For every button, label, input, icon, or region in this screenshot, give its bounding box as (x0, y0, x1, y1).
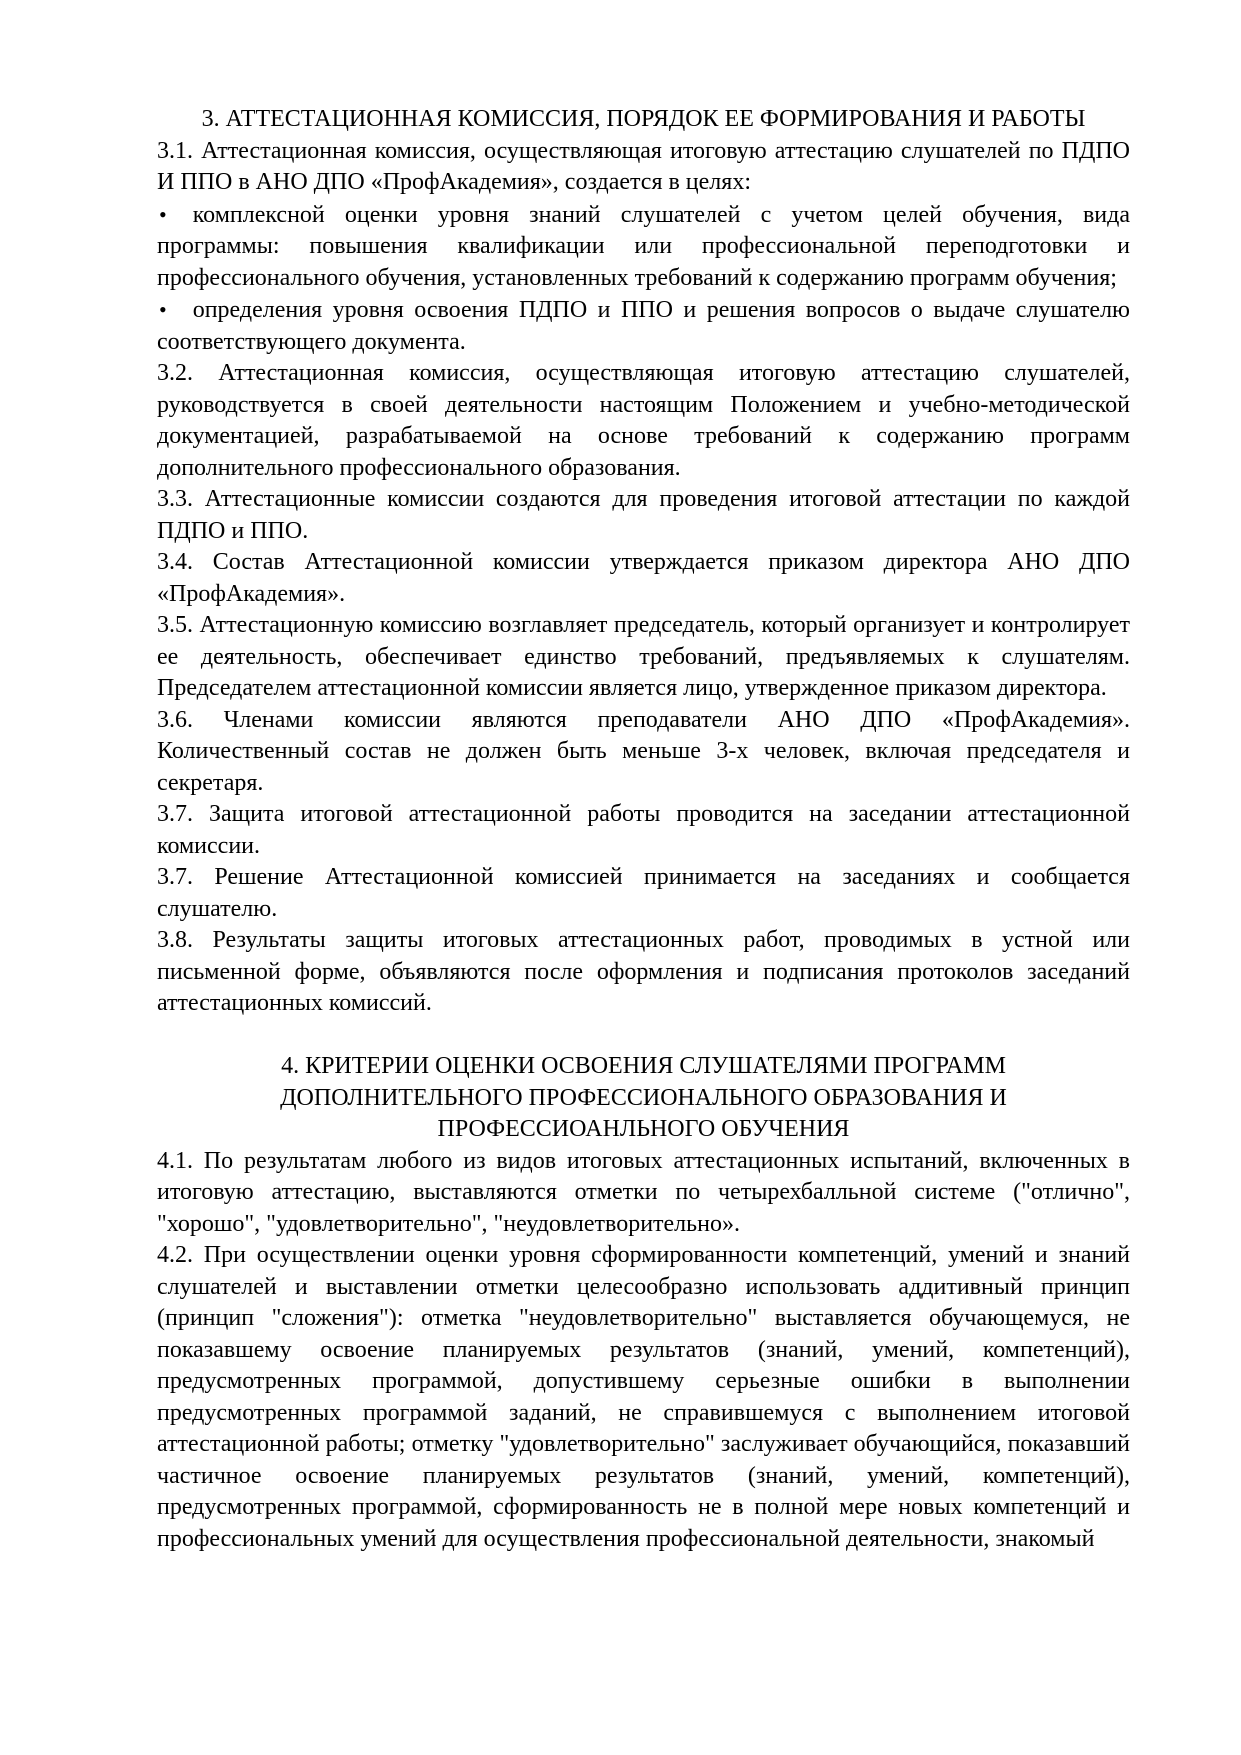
section-4-heading (157, 1051, 1130, 1146)
document-content (157, 104, 1130, 1555)
bullet-item-1-text: комплексной оценки уровня знаний слушателей с учетом целей обучения, вида программы: повышения квалификации или профессиональной переподготовки и профессионального обучения, установленных требований к содержанию программ обучения; (157, 201, 1130, 291)
bullet-icon: • (159, 297, 167, 322)
paragraph-3-7-decision: 3.7. Решение Аттестационной комиссией принимается на заседаниях и сообщается слушателю. (157, 864, 1130, 922)
bullet-item-2 (157, 294, 1130, 358)
section-4-heading-line-1: 4. КРИТЕРИИ ОЦЕНКИ ОСВОЕНИЯ СЛУШАТЕЛЯМИ ПРОГРАММ (281, 1053, 1006, 1079)
bullet-icon: • (159, 201, 167, 227)
paragraph-3-6: 3.6. Членами комиссии являются преподаватели АНО ДПО «ПрофАкадемия». Количественный состав не должен быть меньше 3-х человек, включая председателя и секретаря. (157, 706, 1130, 796)
paragraph-3-2: 3.2. Аттестационная комиссия, осуществляющая итоговую аттестацию слушателей, руководствуется в своей деятельности настоящим Положением и учебно-методической документацией, разрабатываемой на основе требований к содержанию программ дополнительного профессионального образования. (157, 360, 1130, 481)
paragraph-3-5: 3.5. Аттестационную комиссию возглавляет председатель, который организует и контролирует ее деятельность, обеспечивает единство требований, предъявляемых к слушателям. Председателем аттестационной комиссии является лицо, утвержденное приказом директора. (157, 612, 1130, 701)
section-3-heading (157, 104, 1130, 136)
bullet-item-1 (157, 199, 1130, 295)
section-4-heading-line-3: ПРОФЕССИОАНЛЬНОГО ОБУЧЕНИЯ (437, 1116, 850, 1142)
section-3-heading-text: 3. АТТЕСТАЦИОННАЯ КОМИССИЯ, ПОРЯДОК ЕЕ ФОРМИРОВАНИЯ И РАБОТЫ (201, 106, 1086, 132)
section-4-heading-line-2: ДОПОЛНИТЕЛЬНОГО ПРОФЕССИОНАЛЬНОГО ОБРАЗОВАНИЯ И (280, 1084, 1007, 1111)
paragraph-3-3: 3.3. Аттестационные комиссии создаются для проведения итоговой аттестации по каждой ПДПО и ППО. (157, 486, 1130, 544)
paragraph-3-7-defense: 3.7. Защита итоговой аттестационной работы проводится на заседании аттестационной комиссии. (157, 801, 1130, 859)
bullet-item-2-text: определения уровня освоения ПДПО и ППО и решения вопросов о выдаче слушателю соответствующего документа. (157, 297, 1130, 355)
paragraph-4-1: 4.1. По результатам любого из видов итоговых аттестационных испытаний, включенных в итоговую аттестацию, выставляются отметки по четырехбалльной системе ("отлично", "хорошо", "удовлетворительно", "неудовлетворительно». (157, 1147, 1130, 1237)
paragraph-3-1: 3.1. Аттестационная комиссия, осуществляющая итоговую аттестацию слушателей по ПДПО И ППО в АНО ДПО «ПрофАкадемия», создается в целях: (157, 137, 1130, 195)
paragraph-4-2: 4.2. При осуществлении оценки уровня сформированности компетенций, умений и знаний слушателей и выставлении отметки целесообразно использовать аддитивный принцип (принцип "сложения"): отметка "неудовлетворительно" выставляется обучающемуся, не показавшему освоение планируемых результатов (знаний, умений, компетенций), предусмотренных программой, допустившему серьезные ошибки в выполнении предусмотренных программой заданий, не справившемуся с выполнением итоговой аттестационной работы; отметку "удовлетворительно" заслуживает обучающийся, показавший частичное освоение планируемых результатов (знаний, умений, компетенций), предусмотренных программой, сформированность не в полной мере новых компетенций и профессиональных умений для осуществления профессиональной деятельности, знакомый (157, 1242, 1130, 1552)
paragraph-3-8: 3.8. Результаты защиты итоговых аттестационных работ, проводимых в устной или письменной форме, объявляются после оформления и подписания протоколов заседаний аттестационных комиссий. (157, 927, 1130, 1016)
paragraph-3-4: 3.4. Состав Аттестационной комиссии утверждается приказом директора АНО ДПО «ПрофАкадемия». (157, 549, 1130, 607)
